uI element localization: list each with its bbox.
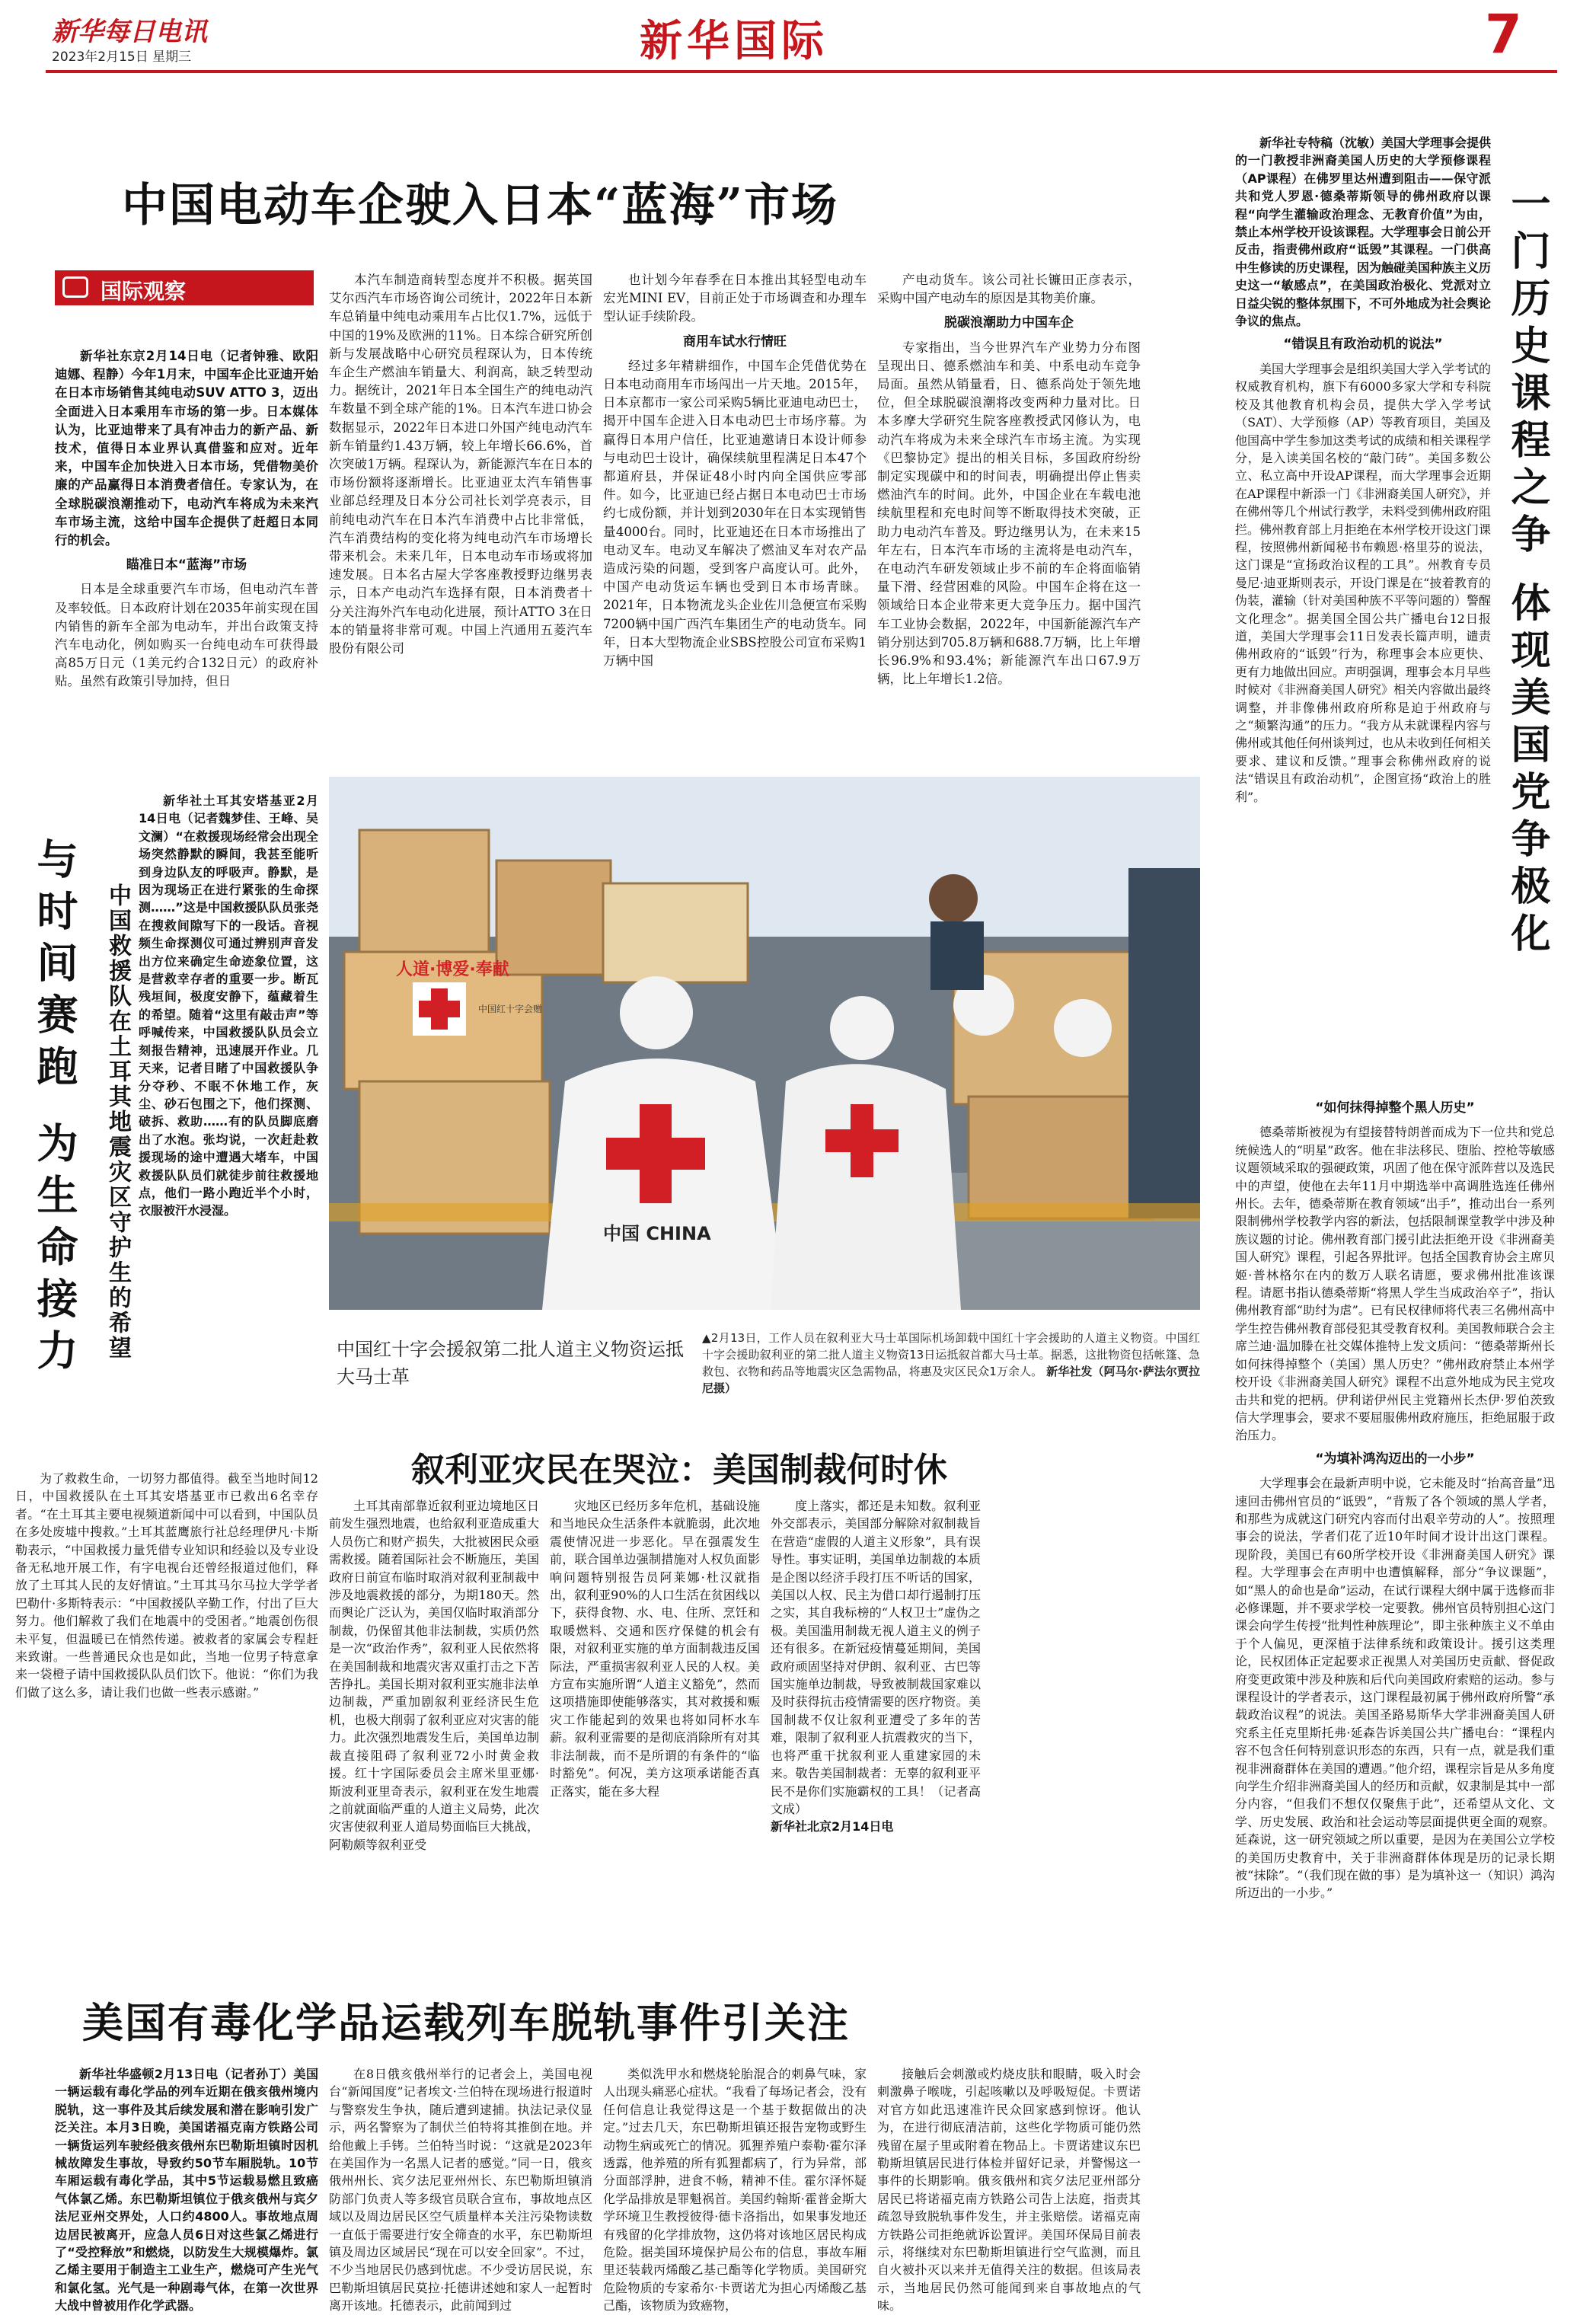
article-ev-tag-label: 国际观察 <box>101 279 187 304</box>
box-label-slogan: 人道·博爱·奉献 <box>396 960 509 979</box>
masthead <box>0 0 1596 70</box>
news-photo <box>329 777 1200 1310</box>
article-train-col1 <box>55 2065 318 2313</box>
article-syria-text1: 土耳其南部靠近叙利亚边境地区日前发生强烈地震，也给叙利亚造成重大人员伤亡和财产损失，大批被困民众亟需救援。随着国际社会不断施压，美国政府日前宣布临时取消对叙利亚制裁中涉及地震救援的部分，为期180天。然而舆论广泛认为，美国仅临时取消部分制裁，仍保留其他非法制裁，实质仍然是一次“政治作秀”，叙利亚人民依然将在美国制裁和地震灾害双重打击之下苦苦挣扎。美国长期对叙利亚实施非法单边制裁，严重加剧叙利亚经济民生危机，也极大削弱了叙利亚应对灾害的能力。此次强烈地震发生后，美国单边制裁直接阻碍了叙利亚72小时黄金救援。红十字国际委员会主席米里亚娜·斯波利亚里奇表示，叙利亚在发生地震之前就面临严重的人道主义局势，此次灾害使叙利亚人道局势面临巨大挑战，阿勒颇等叙利亚受 <box>329 1499 539 1852</box>
article-train-col4 <box>877 2065 1141 2313</box>
article-ev-tag <box>55 270 314 305</box>
photo-caption-title: 中国红十字会援叙第二批人道主义物资运抵大马士革 <box>337 1339 684 1387</box>
article-syria-col2 <box>550 1497 760 1921</box>
article-rescue-text1: 新华社土耳其安塔基亚2月14日电（记者魏梦佳、王峰、吴文澜）“在救援现场经常会出现全场突然静默的瞬间，我甚至能听到身边队友的呼吸声。静默，是因为现场正在进行紧张的生命探测……”这是中国救援队队员张尧在搜救间隙写下的一段话。音视频生命探测仪可通过辨别声音发出方位来确定生命迹象位置，这是营救幸存者的重要一步。断瓦残垣间，极度安静下，蕴藏着生的希望。随着“这里有敲击声”等呼喊传来，中国救援队队员会立刻报告精神，迅速展开作业。几天来，记者目睹了中国救援队争分夺秒、不眠不休地工作，灰尘、砂石包围之下，他们探测、破拆、救助……有的队员脚底磨出了水泡。张均说，一次赶赴救援现场的途中遭遇大堵车，中国救援队队员们就徒步前往救援地点，他们一路小跑近半个小时，衣服被汗水浸湿。 <box>139 793 318 1218</box>
article-rescue-col2 <box>15 1470 318 1866</box>
article-ev-col3-text: 也计划今年春季在日本推出其轻型电动车宏光MINI EV，目前正处于市场调查和办理车型认证手续阶段。 <box>603 273 867 324</box>
article-train-text3: 类似洗甲水和燃烧轮胎混合的刺鼻气味，家人出现头痛恶心症状。“我看了每场记者会，没有任何信息让我觉得这是一个基于数据做出的决定。”过去几天，东巴勒斯坦镇还报告宠物或野生动物生病或死亡的情况。狐狸养殖户泰勒·霍尔泽透露，他养殖的所有狐狸都病了，行为异常，部分面部浮肿，进食不畅，精神不佳。霍尔泽怀疑化学品排放是罪魁祸首。美国约翰斯·霍普金斯大学环境卫生教授彼得·德卡洛指出，如果事发地还有残留的化学排放物，这仍将对该地区居民构成危险。据美国环境保护局公布的信息，事故车厢里还装载丙烯酸乙基己酯等化学物质。美国研究危险物质的专家希尔·卡贾诺尤为担心丙烯酸乙基己酯，该物质为致癌物， <box>603 2067 867 2313</box>
article-history-text3: 德桑蒂斯被视为有望接替特朗普而成为下一位共和党总统候选人的“明星”政客。他在非法移民、堕胎、控枪等敏感议题领域采取的强硬政策，巩固了他在保守派阵营以及选民中的声望，使他在去年11月中期选举中高调胜选连任佛州州长。去年，德桑蒂斯在教育领域“出手”，推动出台一系列限制佛州学校教学内容的新法，包括限制课堂教学中涉及种族议题的讨论。佛州教育部门援引此法拒绝开设《非洲裔美国人研究》课程，引起各界批评。包括全国教育协会主席贝姬·普林格尔在内的数万人联名请愿，要求佛州批准该课程。请愿书指认德桑蒂斯“将黑人学生当成政治卒子”，指认佛州教育部“助纣为虐”。已有民权律师将代表三名佛州高中学生控告佛州教育部侵犯其受教育权利。美国教师联合会主席兰迪·温加滕在社交媒体推特上发文质问：“德桑蒂斯州长如何抹得掉整个（美国）黑人历史？”佛州政府禁止本州学校开设《非洲裔美国人研究》课程不出意外地成为民主党攻击共和党的把柄。伊利诺伊州民主党籍州长杰伊·罗伯茨致信大学理事会，要求不要屈服佛州政府施压，拒绝屈服于政治压力。 <box>1235 1125 1555 1443</box>
article-syria-credit: 新华社北京2月14日电 <box>771 1819 894 1834</box>
article-ev-subhead3: 脱碳浪潮助力中国车企 <box>944 315 1074 331</box>
article-history-subhead3: “为填补鸿沟迈出的一小步” <box>1315 1451 1475 1467</box>
article-ev-col3-text-b: 经过多年精耕细作，中国车企凭借优势在日本电动商用车市场闯出一片天地。2015年，日本京都市一家公司采购5辆比亚迪电动巴士，揭开中国车企进入日本电动巴士市场序幕。为赢得日本用户信任，比亚迪邀请日本设计师参与电动巴士设计，确保续航里程满足日本47个都道府县，并保证48小时内向全国供应零部件。如今，比亚迪已经占据日本电动巴士市场约七成份额，并计划到2030年在日本实现销售量4000台。同时，比亚迪还在日本市场推出了电动叉车。电动叉车解决了燃油叉车对农产品造成污染的问题，受到客户高度认可。此外，中国产电动货运车辆也受到日本市场青睐。2021年，日本物流龙头企业佐川急便宣布采购7200辆中国广西汽车集团生产的电动货车。同年，日本大型物流企业SBS控股公司宣布采购1万辆中国 <box>603 358 867 669</box>
article-ev-col2 <box>329 271 592 758</box>
vest-label: 中国 CHINA <box>603 1223 711 1244</box>
photo-caption-text: ▲2月13日，工作人员在叙利亚大马士革国际机场卸载中国红十字会援助的人道主义物资。中国红十字会援助叙利亚的第二批人道主义物资13日运抵叙首都大马士革。据悉，这批物资包括帐篷、急救包、衣物和药品等地震灾区急需物品，将惠及灾区民众1万余人。 <box>702 1331 1200 1378</box>
article-train-title: 美国有毒化学品运载列车脱轨事件引关注 <box>82 1998 850 2047</box>
article-history-subhead1: “错误且有政治动机的说法” <box>1283 337 1443 353</box>
article-train-col2 <box>329 2065 592 2313</box>
article-syria-text2: 灾地区已经历多年危机，基础设施和当地民众生活条件本就脆弱，此次地震使情况进一步恶化。早在强震发生前，联合国单边强制措施对人权负面影响问题特别报告员阿莱娜·杜汉就指出，叙利亚90%的人口生活在贫困线以下，获得食物、水、电、住所、烹饪和取暖燃料、交通和医疗保健的机会有限，对叙利亚实施的单方面制裁违反国际法，严重损害叙利亚人民的人权。美方宣布实施所谓“人道主义豁免”，然而这项措施即使能够落实，其对救援和赈灾工作能起到的效果也将如同杯水车薪。叙利亚需要的是彻底消除所有对其非法制裁，而不是所谓的有条件的“临时豁免”。何况，美方这项承诺能否真正落实，能在多大程 <box>550 1499 760 1799</box>
article-train-text4: 接触后会刺激或灼烧皮肤和眼睛，吸入时会刺激鼻子喉咙，引起咳嗽以及呼吸短促。卡贾诺对官方如此迅速准许民众回家感到惊讶。他认为，在进行彻底清洁前，这些化学物质可能仍然残留在屋子里或附着在物品上。卡贾诺建议东巴勒斯坦镇居民进行体检并留好记录，并警惕这一事件的长期影响。俄亥俄州和宾夕法尼亚州部分居民已将诺福克南方铁路公司告上法庭，指责其疏忽导致脱轨事件发生，并主张赔偿。诺福克南方铁路公司拒绝就诉讼置评。美国环保局目前表示，将继续对东巴勒斯坦镇进行空气监测，而且自火被扑灭以来并无值得关注的数据。但该局表示，当地居民仍然可能闻到来自事故地点的气味。 <box>877 2067 1141 2313</box>
article-rescue-subtitle: 中国救援队在土耳其地震灾区守护生的希望 <box>104 883 131 1361</box>
article-ev-col4-text: 产电动货车。该公司社长镰田正彦表示，采购中国产电动车的原因是其物美价廉。 <box>877 273 1141 306</box>
article-rescue-text2: 为了救救生命，一切努力都值得。截至当地时间12日，中国救援队在土耳其安塔基亚市已救出6名幸存者。“在土耳其主要电视频道新闻中可以看到，中国队员在多处废墟中搜救。”土耳其蓝鹰旅行社总经理伊凡·卡斯勒表示，“中国救援力量凭借专业知识和经验以及专业设备无私地开展工作，有字电视台还曾经报道过他们，释放了土耳其人民的友好情谊。”土耳其马尔马拉大学学者巴勒什·多斯特表示：“中国救援队辛勤工作，付出了巨大努力。他们解救了我们在地震中的受困者。”地震创伤很未平复，但温暖已在悄然传递。被救者的家属会专程赶来致谢。一些普通民众也是如此，当地一位男子特意拿来一袋橙子请中国救援队队员们饮下。他说：“你们为我们做了这么多，请让我们也做一些表示感谢。” <box>15 1471 318 1700</box>
photo-credit: 新华社发（阿马尔·萨法尔贾拉尼摄） <box>702 1365 1200 1395</box>
article-syria-text3: 度上落实，都还是未知数。叙利亚外交部表示，美国部分解除对叙制裁旨在营造“虚假的人道主义形象”，具有误导性。事实证明，美国单边制裁的本质是企图以经济手段打压不听话的国家，美国以人权、民主为借口却行遏制打压之实，其自我标榜的“人权卫士”虚伪之极。美国滥用制裁无视人道主义的例子还有很多。在新冠疫情蔓延期间，美国政府顽固坚持对伊朗、叙利亚、古巴等国实施单边制裁，导致被制裁国家难以及时获得抗击疫情需要的医疗物资。美国制裁不仅让叙利亚遭受了多年的苦难，限制了叙利亚人抗震救灾的当下，也将严重干扰叙利亚人重建家园的未来。敬告美国制裁者：无辜的叙利亚平民不是你们实施霸权的工具！（记者高文成） <box>771 1499 981 1816</box>
article-history-col-top <box>1235 134 1491 1094</box>
article-ev-title: 中国电动车企驶入日本“蓝海”市场 <box>122 179 839 232</box>
article-history-subhead2: “如何抹得掉整个黑人历史” <box>1315 1100 1475 1116</box>
article-ev-col3 <box>603 271 867 758</box>
article-ev-subhead1: 瞄准日本“蓝海”市场 <box>126 557 247 573</box>
article-train-text1: 新华社华盛顿2月13日电（记者孙丁）美国一辆运载有毒化学品的列车近期在俄亥俄州境内脱轨，这一事件及其后续发展和潜在影响引发广泛关注。本月3日晚，美国诺福克南方铁路公司一辆货运列车驶经俄亥俄州东巴勒斯坦镇时因机械故障发生事故，导致约50节车厢脱轨。10节车厢运载有毒化学品，其中5节运载易燃且致癌气体氯乙烯。东巴勒斯坦镇位于俄亥俄州与宾夕法尼亚州交界处，人口约4800人。事故地点周边居民被离开，应急人员6日对这些氯乙烯进行了“受控释放”和燃烧，以防发生大规模爆炸。氯乙烯主要用于制造主工业生产，燃烧可产生光气和氯化氢。光气是一种剧毒气体，在第一次世界大战中曾被用作化学武器。 <box>55 2067 318 2313</box>
camera-icon <box>62 276 88 298</box>
masthead-date: 2023年2月15日 星期三 <box>52 49 192 65</box>
article-syria-title: 叙利亚灾民在哭泣：美国制裁何时休 <box>411 1451 947 1490</box>
page-number: 7 <box>1485 3 1522 65</box>
article-ev-lead: 新华社东京2月14日电（记者钟雅、欧阳迪娜、程静）今年1月末，中国车企比亚迪开始在日本市场销售其纯电动SUV ATTO 3，迈出全面进入日本乘用车市场的第一步。日本媒体认为，比亚迪带来了具有冲击力的新产品、新技术，值得日本业界认真借鉴和应对。近年来，中国车企加快进入日本市场，凭借物美价廉的产品赢得日本消费者信任。专家认为，在全球脱碳浪潮推动下，电动汽车将成为未来汽车市场主流，这给中国车企提供了赶超日本同行的机会。 <box>55 349 318 548</box>
article-ev-col4-text-b: 专家指出，当今世界汽车产业势力分布图呈现出日、德系燃油车和美、中系电动车竞争局面。虽然从销量看，日、德系尚处于领先地位，但全球脱碳浪潮将改变两种力量对比。日本多摩大学研究生院客座教授武冈修认为，电动汽车将成为未来全球汽车市场主流。为实现《巴黎协定》提出的相关目标，多国政府纷纷制定实现碳中和的时间表，明确提出停止售卖燃油汽车的时间。此外，中国企业在车载电池续航里程和充电时间等不断取得技术突破，正助力电动汽车普及。野边继男认为，在未来15年左右，日本汽车市场的主流将是电动汽车，在电动汽车研发领域止步不前的车企将面临销量下滑、经营困难的风险。中国车企将在这一领域给日本企业带来更大竞争压力。据中国汽车工业协会数据，2022年，中国新能源汽车产销分别达到705.8万辆和688.7万辆，比上年增长96.9%和93.4%；新能源汽车出口67.9万辆，比上年增长1.2倍。 <box>877 340 1141 687</box>
article-history-title: 一门历史课程之争 体现美国党争极化 <box>1504 183 1550 960</box>
masthead-rule <box>46 70 1557 73</box>
box-label-donor: 中国红十字会赠 <box>478 1004 543 1014</box>
article-train-text2: 在8日俄亥俄州举行的记者会上，美国电视台“新闻国度”记者埃文·兰伯特在现场进行报道时与警察发生争执，随后遭到逮捕。执法记录仪显示，两名警察为了制伏兰伯特将其推倒在地。并给他戴上手铐。兰伯特当时说：“这就是2023年在美国作为一名黑人记者的感觉。”同一日，俄亥俄州州长、宾夕法尼亚州州长、东巴勒斯坦镇消防部门负责人等多级官员联合宣布，事故地点区域以及周边居民区空气质量样本关注污染物读数一直低于需要进行安全筛查的水平，东巴勒斯坦镇及周边区域居民“现在可以安全回家”。不过，不少当地居民仍感到忧虑。不少受访居民说，东巴勒斯坦镇居民莫拉·托德讲述她和家人一起暂时离开该地。托德表示，此前闻到过 <box>329 2067 592 2313</box>
article-history-text4: 大学理事会在最新声明中说，它未能及时“抬高音量”迅速回击佛州官员的“诋毁”，“背叛了各个领域的黑人学者，和那些为成就这门研究内容而付出艰辛劳动的人”。按照理事会的说法，学者们花了近10年时间才设计出这门课程。现阶段，美国已有60所学校开设《非洲裔美国人研究》课程。大学理事会在声明中也遭慎解释，部分“争议课题”，如“黑人的命也是命”运动，在试行课程大纲中属于选修而非必修课题，并不要求学校一定要教。佛州官员特别担心这门课会向学生传授“批判性种族理论”，即主张种族主义不单由于个人偏见，更深植于法律系统和政策设计。援引这类理论，民权团体正定起要求正视黑人对美国历史贡献、督促政府变更政策中涉及种族和后代向美国政府索赔的运动。参与课程设计的学者表示，这门课程最初属于佛州政府所警“承载政治议程”的说法。美国圣路易斯华大学非洲裔美国人研究系主任克里斯托弗·延森告诉美国公共广播电台：“课程内容不包含任何特别意识形态的东西，只有一点，就是我们重视非洲裔群体在美国的遭遇。”他介绍，课程宗旨是从多角度向学生介绍非洲裔美国人的经历和贡献，奴隶制是其中一部分内容，“但我们不想仅仅聚焦于此”，还希望从文化、文学、历史发展、政治和社会运动等层面提供更全面的观察。延森说，这一研究领域之所以重要，是因为在美国公立学校的美国历史教育中，关于非洲裔群体体现是历的记录长期被“抹除”。“（我们现在做的事）是为填补这一（知识）鸿沟所迈出的一小步。” <box>1235 1476 1555 1901</box>
article-syria-col3 <box>771 1497 981 1921</box>
news-photo-svg <box>329 777 1200 1310</box>
article-ev-col2-text: 本汽车制造商转型态度并不积极。据英国艾尔西汽车市场咨询公司统计，2022年日本新车总销量中纯电动乘用车占比仅1.7%，远低于中国的19%及欧洲的11%。日本综合研究所创新与发展战略中心研究员程琛认为，日本传统车企生产燃油车销量大、利润高，缺乏转型动力。据统计，2021年日本全国生产的纯电动汽车数量不到全球产能的1%。日本汽车进口协会数据显示，2022年日本进口外国产纯电动汽车新车销量约1.43万辆，较上年增长66.6%，首次突破1万辆。程琛认为，新能源汽车在日本的市场份额将逐渐增长。比亚迪亚太汽车销售事业部总经理及日本分公司社长刘学亮表示，目前纯电动汽车在日本汽车消费中占比非常低，汽车消费结构的变化将为纯电动汽车市场增长带来机会。未来几年，日本电动车市场或将加速发展。日本名古屋大学客座教授野边继男表示，日本产电动汽车选择有限，日本消费者十分关注海外汽车电动化进展，预计ATTO 3在日本的销量将非常可观。中国上汽通用五菱汽车股份有限公司 <box>329 273 592 656</box>
article-rescue-title: 与时间赛跑 为生命接力 <box>30 838 79 1381</box>
article-ev-col4 <box>877 271 1141 758</box>
masthead-paper-name: 新华每日电讯 <box>52 17 207 47</box>
article-ev-col1 <box>55 347 318 758</box>
article-ev-subhead2: 商用车试水行情旺 <box>683 334 787 350</box>
masthead-section: 新华国际 <box>640 16 828 66</box>
article-history-col-bottom <box>1235 1094 1555 2297</box>
article-ev-col1-text: 日本是全球重要汽车市场，但电动汽车普及率较低。日本政府计划在2035年前实现在国内销售的新车全部为电动车，并出台政策支持汽车电动化，例如购买一台纯电动车可获得最高85万日元（1美元约合132日元）的政府补贴。虽然有政策引导加持，但日 <box>55 582 318 689</box>
photo-caption <box>702 1330 1200 1397</box>
article-syria-col1 <box>329 1497 539 1921</box>
article-rescue-col1 <box>139 792 318 1470</box>
article-history-text2: 美国大学理事会是组织美国大学入学考试的权威教育机构，旗下有6000多家大学和专科院校及其他教育机构会员，提供大学入学考试（SAT）、大学预修（AP）等教育项目，美国及他国高中学生参加这类考试的成绩和相关课程学分，是入读美国名校的“敲门砖”。美国多数公立、私立高中开设AP课程，而大学理事会近期在AP课程中新添一门《非洲裔美国人研究》，并在佛州等几个州试行教学，未料受到佛州政府阻拦。佛州教育部上月拒绝在本州学校开设这门课程，按照佛州新闻秘书布赖恩·格里芬的说法，这门课是“宣扬政治议程的工具”。州教育专员曼尼·迪亚斯则表示，开设门课是在“披着教育的伪装，灌输（针对美国种族不平等问题的）警醒文化理念”。据美国全国公共广播电台12日报道，美国大学理事会11日发表长篇声明，谴责佛州政府的“诋毁”行为，称理事会本应更快、更有力地做出回应。声明强调，理事会本月早些时候对《非洲裔美国人研究》相关内容做出最终调整，并非像佛州政府所称是迫于州政府与之“频繁沟通”的压力。“我方从未就课程内容与佛州或其他任何州谈判过，也从未收到任何相关要求、建议和反馈。”理事会称佛州政府的说法“错误且有政治动机”，企图宣扬“政治上的胜利”。 <box>1235 361 1492 804</box>
article-history-text1: 新华社专特稿（沈敏）美国大学理事会提供的一门教授非洲裔美国人历史的大学预修课程（AP课程）在佛罗里达州遭到阻击——保守派共和党人罗恩·德桑蒂斯领导的佛州政府以课程“向学生灌输政治理念、无教育价值”为由，禁止本州学校开设该课程。大学理事会日前公开反击，指责佛州政府“诋毁”其课程。一门供高中生修读的历史课程，因为触碰美国种族主义历史这一“敏感点”，在美国政治极化、党派对立日益尖锐的整体氛围下，不可外地成为社会舆论争议的焦点。 <box>1235 136 1492 329</box>
article-train-col3 <box>603 2065 867 2313</box>
